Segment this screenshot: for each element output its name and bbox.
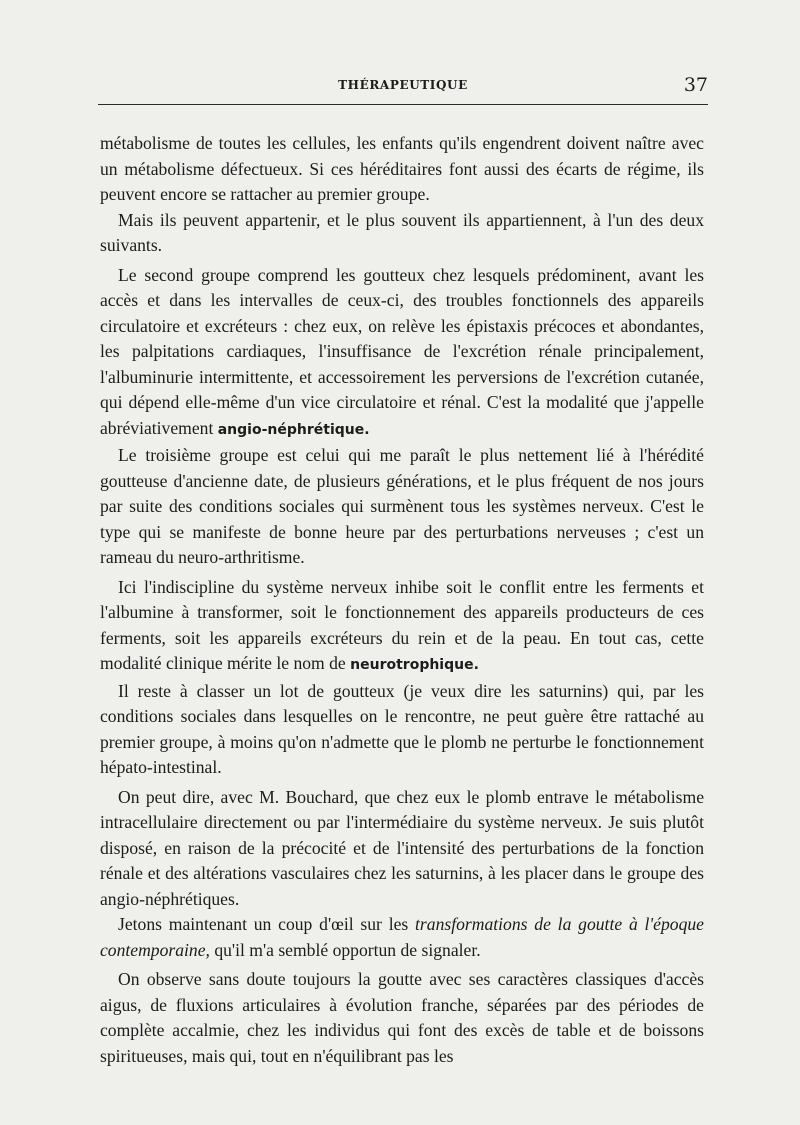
paragraph: [100, 912, 704, 963]
paragraph: [100, 263, 704, 444]
paragraph-text: qu'il m'a semblé opportun de signaler.: [209, 939, 481, 960]
running-title: THÉRAPEUTIQUE: [338, 78, 468, 92]
page-number: 37: [683, 74, 708, 96]
paragraph: [100, 575, 704, 679]
paragraph: On observe sans doute toujours la goutte avec ses caractères classiques d'accès aigus, de fluxions articulaires à évolution franche, séparées par des périodes de complète accalmie, chez les individus qui font des excès de table et de boissons spiritueuses, mais qui, tout en n'équilibrant pas les: [100, 969, 704, 1066]
paragraph-text: Jetons maintenant un coup d'œil sur les: [118, 914, 416, 934]
paragraph-text: Le second groupe comprend les goutteux chez lesquels prédominent, avant les accès et dans les intervalles de ceux-ci, des troubles fonctionnels des appareils circulatoire et excréteurs : chez eux, on relève les épistaxis précoces et abondantes, les palpitations cardiaques, l'insuffisance de l'excrétion rénale principalement, l'albuminurie intermittente, et accessoirement les perversions de l'excrétion cutanée, qui dépend elle-même d'un vice circulatoire et rénal. C'est la modalité que j'appelle abréviativement: [100, 264, 704, 438]
paragraph-text: Ici l'indiscipline du système nerveux inhibe soit le conflit entre les ferments et l'albumine à transformer, soit le fonctionnement des appareils producteurs de ces ferments, soit les appareils excréteurs du rein et de la peau. En tout cas, cette modalité clinique mérite le nom de: [100, 576, 704, 673]
page-header: [98, 70, 708, 105]
term-angio-nephretique: angio-néphrétique.: [217, 421, 370, 438]
term-neurotrophique: neurotrophique.: [350, 657, 479, 673]
paragraph: Le troisième groupe est celui qui me paraît le plus nettement lié à l'hérédité goutteuse d'ancienne date, de plusieurs générations, et le plus fréquent de nos jours par suite des conditions sociales qui surmènent tous les systèmes nerveux. C'est le type qui se manifeste de bonne heure par des perturbations nerveuses ; c'est un rameau du neuro-arthritisme.: [100, 445, 704, 567]
paragraph: Il reste à classer un lot de goutteux (je veux dire les saturnins) qui, par les conditions sociales dans lesquelles on le rencontre, ne peut guère être rattaché au premier groupe, à moins qu'on n'admette que le plomb ne perturbe le fonctionnement hépato-intestinal.: [100, 680, 704, 777]
paragraph: métabolisme de toutes les cellules, les enfants qu'ils engendrent doivent naître avec un métabolisme défectueux. Si ces héréditaires font aussi des écarts de régime, ils peuvent encore se rattacher au premier groupe.: [100, 133, 704, 204]
body-text: [100, 131, 704, 1069]
paragraph: On peut dire, avec M. Bouchard, que chez eux le plomb entrave le métabolisme intracellulaire directement ou par l'intermédiaire du système nerveux. Je suis plutôt disposé, en raison de la précocité et de l'intensité des perturbations de la fonction rénale et des altérations vasculaires chez les saturnins, à les placer dans le groupe des angio-néphrétiques.: [100, 786, 704, 909]
italic-phrase: transformations de la goutte à l'époque contemporaine,: [100, 914, 704, 960]
paragraph: Mais ils peuvent appartenir, et le plus souvent ils appartiennent, à l'un des deux suivants.: [100, 209, 704, 255]
